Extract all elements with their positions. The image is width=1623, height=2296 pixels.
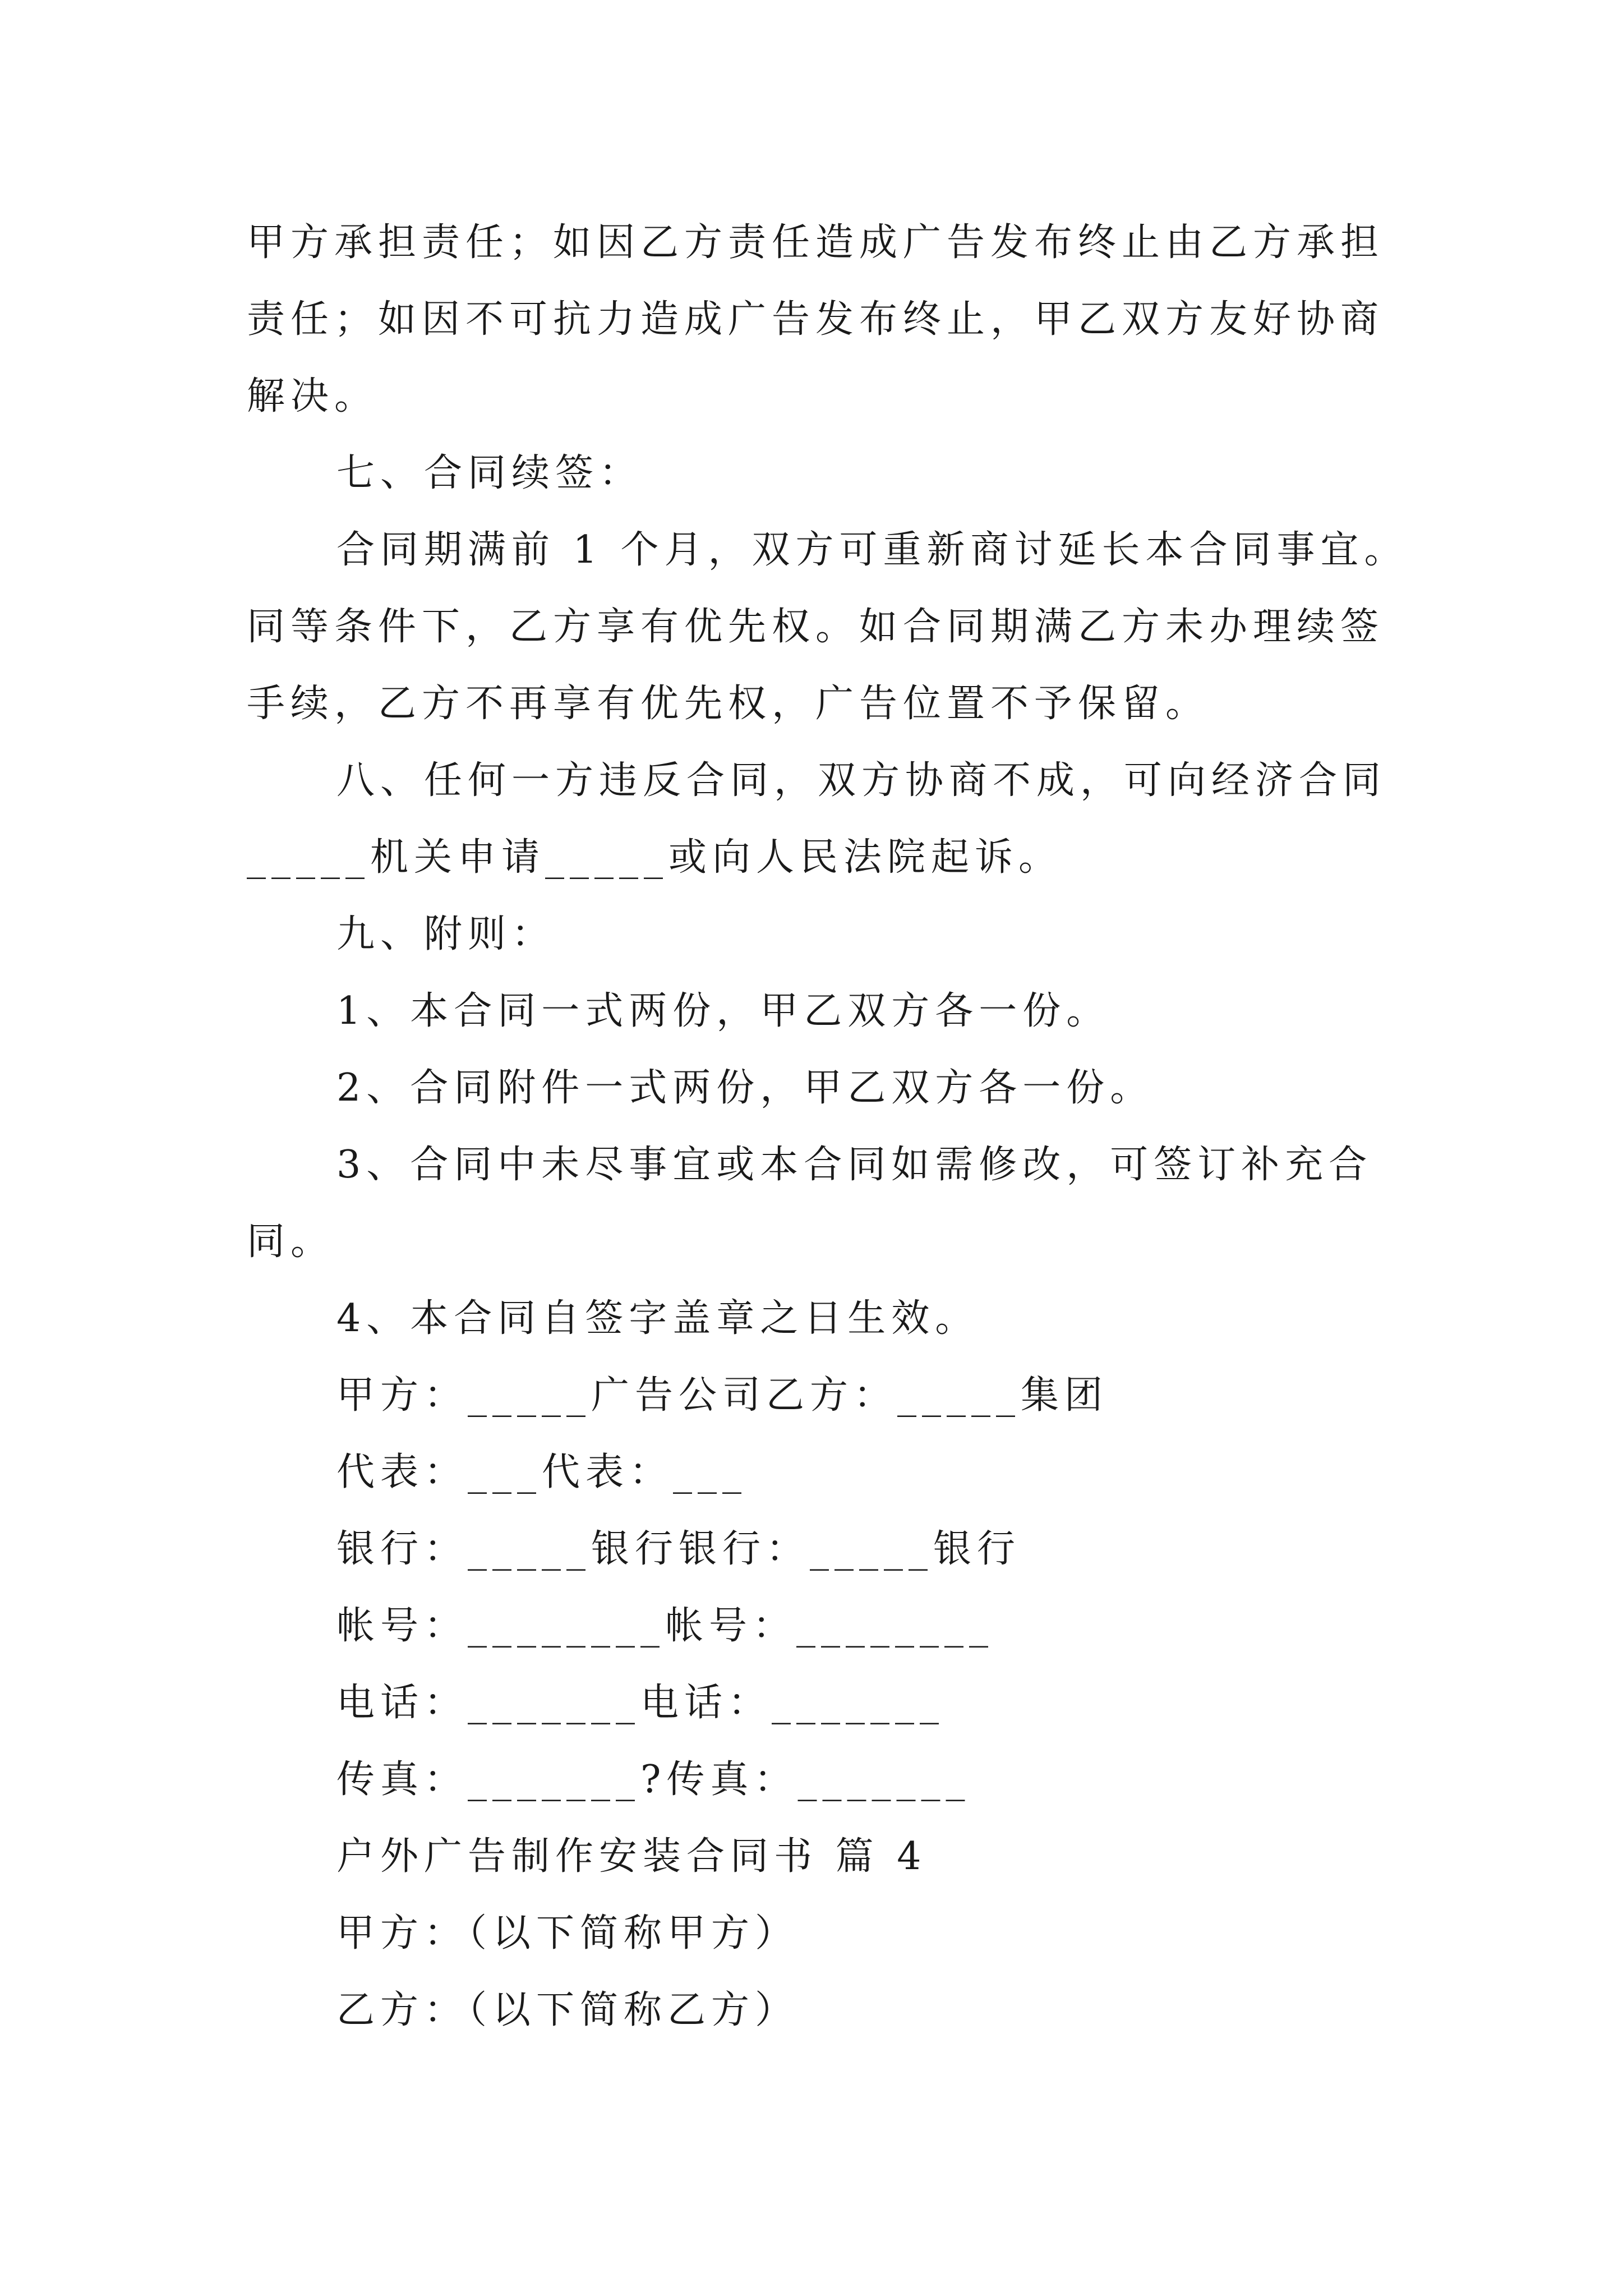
appendix-item-1: 1、本合同一式两份，甲乙双方各一份。 — [336, 989, 1110, 1033]
text-line-3: 解决。 — [247, 374, 379, 418]
text-line-2: 责任；如因不可抗力造成广告发布终止，甲乙双方友好协商 — [247, 297, 1385, 342]
signature-faxes: 传真：_______?传真：_______ — [336, 1757, 971, 1802]
party-b-line: 乙方：（以下简称乙方） — [336, 1988, 799, 2032]
text-line-9: _____机关申请_____或向人民法院起诉。 — [247, 835, 1063, 880]
text-line-7: 手续，乙方不再享有优先权，广告位置不予保留。 — [247, 682, 1210, 726]
text-line-1: 甲方承担责任；如因乙方责任造成广告发布终止由乙方承担 — [247, 220, 1385, 265]
text-line-6: 同等条件下，乙方享有优先权。如合同期满乙方未办理续签 — [247, 605, 1385, 649]
section-title-part-4: 户外广告制作安装合同书 篇 4 — [336, 1834, 927, 1879]
signature-accounts: 帐号：________帐号：________ — [336, 1604, 994, 1648]
signature-phones: 电话：_______电话：_______ — [336, 1681, 945, 1725]
appendix-item-4: 4、本合同自签字盖章之日生效。 — [336, 1296, 979, 1341]
appendix-item-2: 2、合同附件一式两份，甲乙双方各一份。 — [336, 1066, 1154, 1110]
party-a-line: 甲方：（以下简称甲方） — [336, 1911, 799, 1955]
signature-parties: 甲方：_____广告公司乙方：_____集团 — [336, 1373, 1109, 1418]
appendix-item-3-continued: 同。 — [247, 1220, 335, 1264]
signature-banks: 银行：_____银行银行：_____银行 — [336, 1527, 1021, 1571]
section-heading-contract-renewal: 七、合同续签： — [336, 451, 643, 495]
appendix-item-3: 3、合同中未尽事宜或本合同如需修改，可签订补充合 — [336, 1143, 1373, 1187]
section-heading-breach: 八、任何一方违反合同，双方协商不成，可向经济合同 — [336, 758, 1387, 803]
section-heading-appendix: 九、附则： — [336, 912, 556, 956]
text-line-5: 合同期满前 1 个月，双方可重新商讨延长本合同事宜。 — [336, 528, 1408, 572]
signature-representatives: 代表：___代表：___ — [336, 1450, 748, 1494]
